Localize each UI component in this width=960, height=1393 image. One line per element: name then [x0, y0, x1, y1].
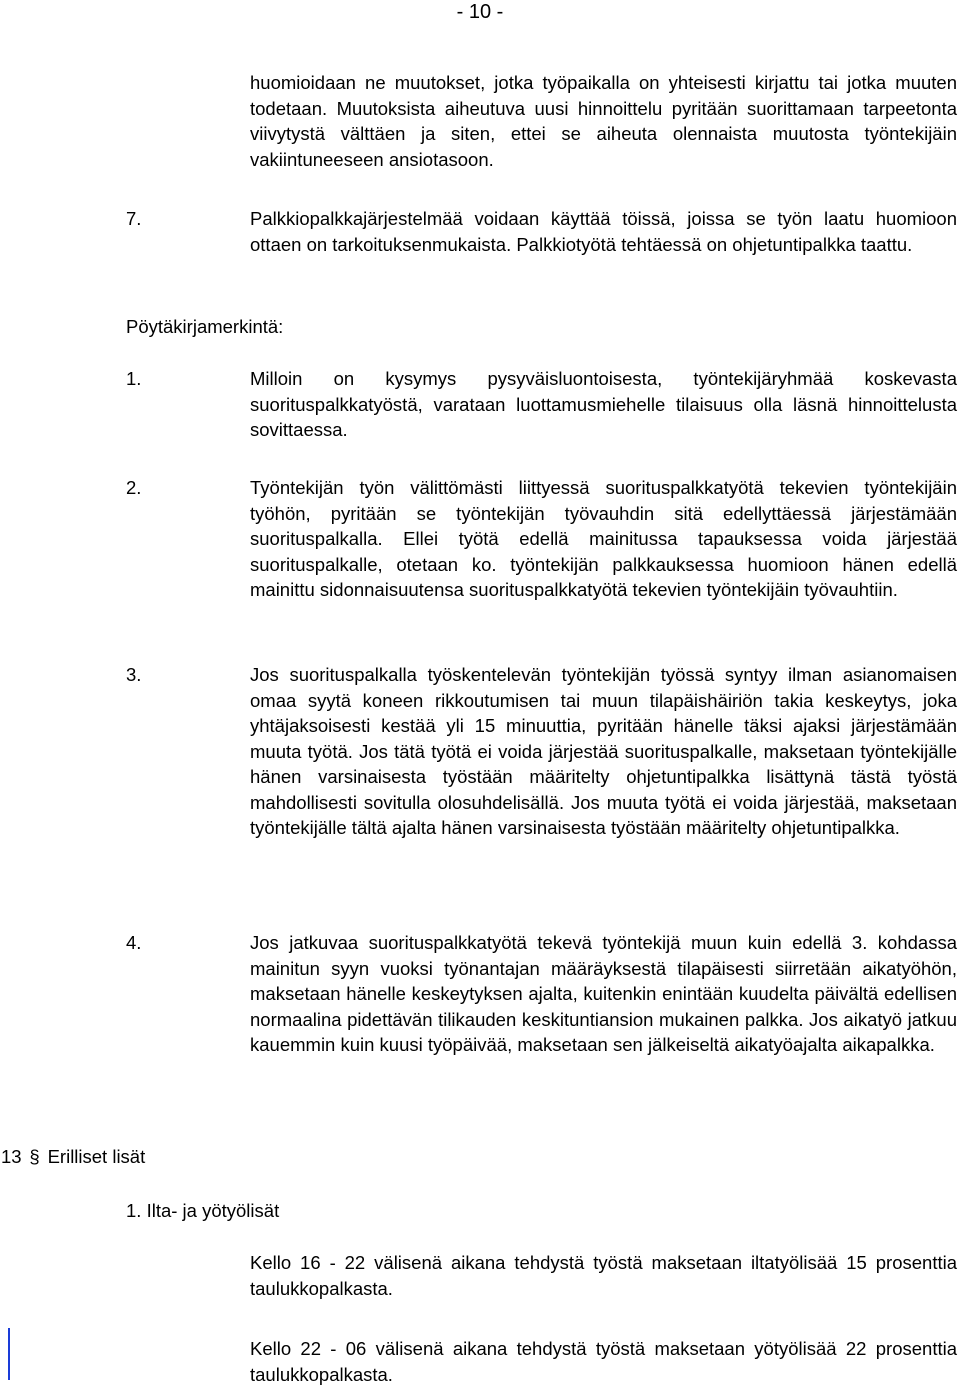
- night-bonus-paragraph: Kello 22 - 06 välisenä aikana tehdystä työstä maksetaan yötyölisää 22 prosenttia taulukkopalkasta.: [250, 1338, 957, 1385]
- minutes-item-3-number: 3.: [126, 664, 142, 685]
- minutes-item-4-text: Jos jatkuvaa suorituspalkkatyötä tekevä työntekijä muun kuin edellä 3. kohdassa mainitun syyn vuoksi työnantajan määräyksestä tilapäisesti siirretään aikatyöhön, maksetaan hänelle keskeytyksen ajalta, kuitenkin enintään kuudelta päivältä edellisen normaalina pidettävän tilikauden keskituntiansion mukainen palkka. Jos aikatyö jatkuu kauemmin kuin kuusi työpäivää, maksetaan sen jälkeiseltä aikatyöajalta aikapalkka.: [250, 932, 957, 1055]
- item-7-number: 7.: [126, 208, 142, 229]
- subsection-1-heading: 1. Ilta- ja yötyölisät: [126, 1200, 280, 1221]
- evening-bonus-paragraph: Kello 16 - 22 välisenä aikana tehdystä työstä maksetaan iltatyölisää 15 prosenttia taulukkopalkasta.: [250, 1252, 957, 1299]
- minutes-item-2-text: Työntekijän työn välittömästi liittyessä suorituspalkkatyötä tekevien työntekijäin työhön, pyritään se työntekijän työvauhdin sitä edellyttäessä järjestämään suorituspalkalla. Ellei työtä edellä mainitussa tapauksessa voida järjestää suorituspalkalle, otetaan ko. työntekijän palkkauksessa huomioon hänen edellä mainittu sidonnaisuutensa suorituspalkkatyötä tekevien työntekijäin työvauhtiin.: [250, 477, 957, 600]
- minutes-item-2-number: 2.: [126, 477, 142, 498]
- minutes-item-4-number: 4.: [126, 932, 142, 953]
- item-7-text: Palkkiopalkkajärjestelmää voidaan käyttää töissä, joissa se työn laatu huomioon ottaen on tarkoituksenmukaista. Palkkiotyötä tehtäessä on ohjetuntipalkka taattu.: [250, 208, 957, 255]
- section-number: 13: [1, 1146, 22, 1167]
- revision-margin-bar: [8, 1328, 10, 1380]
- intro-paragraph: huomioidaan ne muutokset, jotka työpaikalla on yhteisesti kirjattu tai jotka muuten todetaan. Muutoksista aiheutuva uusi hinnoittelu pyritään suorittamaan tarpeetonta viivytystä välttäen ja siten, ettei se aiheuta olennaista muutosta työntekijäin vakiintuneeseen ansiotasoon.: [250, 72, 957, 170]
- minutes-item-1-text: Milloin on kysymys pysyväisluontoisesta, työntekijäryhmää koskevasta suorituspalkkatyöstä, varataan luottamusmiehelle tilaisuus olla läsnä hinnoittelusta sovittaessa.: [250, 368, 957, 440]
- minutes-item-3-text: Jos suorituspalkalla työskentelevän työntekijän työssä syntyy ilman asianomaisen omaa syytä koneen rikkoutumisen tai muun tilapäishäiriön takia keskeytys, joka yhtäjaksoisesti kestää yli 15 minuuttia, pyritään hänelle täksi ajaksi järjestämään muuta työtä. Jos tätä työtä ei voida järjestää suorituspalkalle, maksetaan työntekijälle hänen varsinaisesta työstään määritelty ohjetuntipalkka lisättynä tästä työstä mahdollisesti sovitulla olosuhdelisällä. Jos muuta työtä ei voida järjestää, maksetaan työntekijälle tältä ajalta hänen varsinaisesta työstään määritelty ohjetuntipalkka.: [250, 664, 957, 838]
- minutes-heading: Pöytäkirjamerkintä:: [126, 316, 284, 337]
- section-sign-icon: §: [29, 1146, 40, 1167]
- page-number: - 10 -: [456, 1, 504, 23]
- section-title: Erilliset lisät: [47, 1146, 146, 1167]
- section-13-heading: [1, 1144, 145, 1169]
- minutes-item-1-number: 1.: [126, 368, 142, 389]
